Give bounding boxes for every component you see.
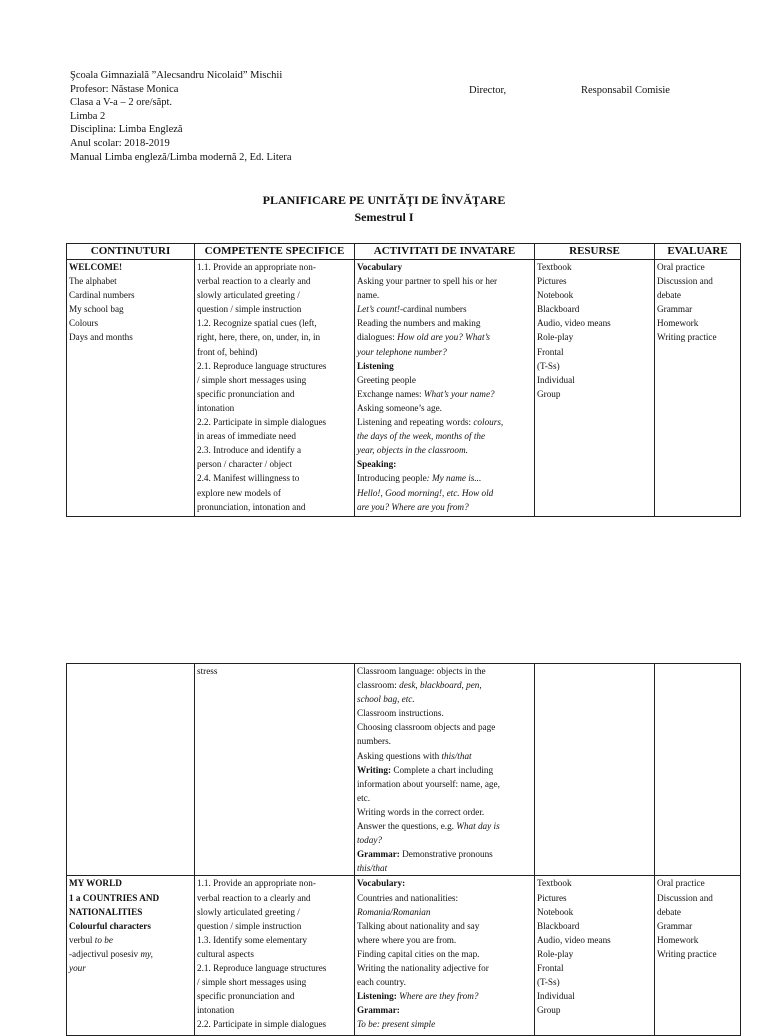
activity-line: Introducing people: My name is... bbox=[357, 473, 482, 484]
section-heading: Grammar: bbox=[357, 1005, 400, 1016]
cell-continuturi bbox=[67, 664, 195, 876]
table-row bbox=[67, 876, 741, 1036]
table-row bbox=[67, 664, 741, 876]
school-year: Anul scolar: 2018-2019 bbox=[70, 137, 170, 149]
textbook: Manual Limba engleză/Limba modernă 2, Ed. Litera bbox=[70, 151, 292, 163]
activity-line: Hello!, Good morning!, etc. How old bbox=[357, 487, 494, 498]
page-title: PLANIFICARE PE UNITĂŢI DE ÎNVĂŢARE bbox=[262, 193, 506, 207]
evaluation-item: Grammar bbox=[657, 920, 693, 931]
competence-line: in areas of immediate need bbox=[197, 431, 296, 442]
resource-item: Pictures bbox=[537, 892, 567, 903]
resource-item: Group bbox=[537, 388, 561, 399]
lesson-title: Colourful characters bbox=[69, 920, 151, 931]
competence-line: verbal reaction to a clearly and bbox=[197, 892, 311, 903]
activity-line: Romania/Romanian bbox=[357, 906, 431, 917]
activity-line: Classroom instructions. bbox=[357, 708, 444, 719]
competence-line: intonation bbox=[197, 1005, 235, 1016]
cell-evaluare bbox=[655, 260, 741, 517]
col-header-evaluare: EVALUARE bbox=[655, 244, 741, 260]
resource-item: Notebook bbox=[537, 906, 574, 917]
content-item: verbul to be bbox=[69, 934, 113, 945]
competence-line: slowly articulated greeting / bbox=[197, 906, 300, 917]
resource-item: Audio, video means bbox=[537, 934, 611, 945]
activity-line: Asking your partner to spell his or her bbox=[357, 276, 498, 287]
activity-line: Finding capital cities on the map. bbox=[357, 948, 480, 959]
evaluation-item: Discussion and bbox=[657, 892, 713, 903]
section-heading: Vocabulary: bbox=[357, 878, 406, 889]
activity-line: Asking someone’s age. bbox=[357, 402, 442, 413]
competence-line: front of, behind) bbox=[197, 346, 258, 357]
activity-line: Let’s count!-cardinal numbers bbox=[357, 304, 467, 315]
competence-line: 1.2. Recognize spatial cues (left, bbox=[197, 318, 317, 329]
competence-line: 1.1. Provide an appropriate non- bbox=[197, 262, 316, 272]
activity-line: year, objects in the classroom. bbox=[357, 445, 468, 456]
unit-title: WELCOME! bbox=[69, 262, 123, 272]
competence-line: verbal reaction to a clearly and bbox=[197, 276, 311, 287]
activity-line: the days of the week, months of the bbox=[357, 431, 486, 442]
activity-line: Listening: Where are they from? bbox=[357, 991, 479, 1002]
competence-line: slowly articulated greeting / bbox=[197, 290, 300, 301]
cell-activitati bbox=[355, 664, 535, 876]
activity-line: today? bbox=[357, 835, 383, 846]
cell-continuturi bbox=[67, 260, 195, 517]
activity-line: Reading the numbers and making bbox=[357, 318, 481, 329]
planning-table-page2 bbox=[66, 663, 741, 1036]
competence-line: / simple short messages using bbox=[197, 977, 307, 988]
content-item: The alphabet bbox=[69, 276, 117, 287]
col-header-activitati: ACTIVITATI DE INVATARE bbox=[355, 244, 535, 260]
competence-line: cultural aspects bbox=[197, 948, 254, 959]
table-header-row bbox=[67, 244, 741, 260]
activity-line: etc. bbox=[357, 792, 371, 803]
evaluation-item: Grammar bbox=[657, 304, 693, 315]
activity-line: Choosing classroom objects and page bbox=[357, 722, 496, 733]
resource-item: Textbook bbox=[537, 878, 572, 889]
resource-item: Frontal bbox=[537, 346, 564, 357]
competence-line: explore new models of bbox=[197, 487, 281, 498]
col-header-resurse: RESURSE bbox=[535, 244, 655, 260]
competence-line: pronunciation, intonation and bbox=[197, 501, 306, 512]
competence-line: right, here, there, on, under, in, in bbox=[197, 332, 321, 343]
activity-line: classroom: desk, blackboard, pen, bbox=[357, 680, 482, 691]
evaluation-item: Writing practice bbox=[657, 332, 717, 343]
activity-line: are you? Where are you from? bbox=[357, 501, 469, 512]
activity-line: this/that bbox=[357, 863, 388, 874]
evaluation-item: Oral practice bbox=[657, 262, 705, 272]
school-header bbox=[70, 69, 292, 164]
activity-line: information about yourself: name, age, bbox=[357, 778, 500, 789]
unit-title: MY WORLD bbox=[69, 878, 122, 889]
content-item: Cardinal numbers bbox=[69, 290, 135, 301]
cell-activitati bbox=[355, 260, 535, 517]
activity-line: school bag, etc. bbox=[357, 694, 415, 705]
activity-line: name. bbox=[357, 290, 380, 301]
resource-item: (T-Ss) bbox=[537, 360, 560, 371]
resource-item: Role-play bbox=[537, 948, 574, 959]
cell-resurse bbox=[535, 260, 655, 517]
competence-line: 2.2. Participate in simple dialogues bbox=[197, 1019, 327, 1030]
competence-line: specific pronunciation and bbox=[197, 991, 295, 1002]
resource-item: Blackboard bbox=[537, 304, 580, 315]
resource-item: (T-Ss) bbox=[537, 977, 560, 988]
resource-item: Audio, video means bbox=[537, 318, 611, 329]
cell-competente bbox=[195, 876, 355, 1036]
section-heading: Vocabulary bbox=[357, 262, 403, 272]
class-info: Clasa a V-a – 2 ore/săpt. bbox=[70, 97, 173, 109]
col-header-continuturi: CONTINUTURI bbox=[67, 244, 195, 260]
planning-table-page1 bbox=[66, 243, 741, 517]
evaluation-item: Oral practice bbox=[657, 878, 705, 889]
subject: Disciplina: Limba Engleză bbox=[70, 124, 183, 136]
activity-line: Writing words in the correct order. bbox=[357, 806, 485, 817]
evaluation-item: Discussion and bbox=[657, 276, 713, 287]
competence-line: question / simple instruction bbox=[197, 304, 302, 315]
section-heading: Speaking: bbox=[357, 459, 397, 470]
competence-line: 2.3. Introduce and identify a bbox=[197, 445, 302, 456]
competence-line: 1.1. Provide an appropriate non- bbox=[197, 878, 316, 889]
teacher-name: Profesor: Năstase Monica bbox=[70, 83, 179, 95]
competence-line: 2.1. Reproduce language structures bbox=[197, 962, 327, 973]
language-level: Limba 2 bbox=[70, 110, 106, 122]
activity-line: To be: present simple bbox=[357, 1019, 436, 1030]
resource-item: Individual bbox=[537, 374, 575, 385]
competence-line: 1.3. Identify some elementary bbox=[197, 934, 307, 945]
cell-evaluare bbox=[655, 664, 741, 876]
resource-item: Group bbox=[537, 1005, 561, 1016]
resource-item: Notebook bbox=[537, 290, 574, 301]
evaluation-item: Homework bbox=[657, 318, 699, 329]
resource-item: Role-play bbox=[537, 332, 574, 343]
resource-item: Individual bbox=[537, 991, 575, 1002]
content-item: Colours bbox=[69, 318, 99, 329]
cell-continuturi bbox=[67, 876, 195, 1036]
activity-line: your telephone number? bbox=[357, 346, 447, 357]
section-heading: Listening bbox=[357, 360, 394, 371]
activity-line: Countries and nationalities: bbox=[357, 892, 459, 903]
competence-line: specific pronunciation and bbox=[197, 388, 295, 399]
competence-line: intonation bbox=[197, 402, 235, 413]
cell-activitati bbox=[355, 876, 535, 1036]
activity-line: Writing the nationality adjective for bbox=[357, 962, 489, 973]
evaluation-item: debate bbox=[657, 906, 681, 917]
table-row bbox=[67, 260, 741, 517]
content-item: your bbox=[69, 962, 86, 973]
competence-line: person / character / object bbox=[197, 459, 292, 470]
competence-line: 2.2. Participate in simple dialogues bbox=[197, 417, 327, 428]
cell-resurse bbox=[535, 664, 655, 876]
col-header-competente: COMPETENTE SPECIFICE bbox=[195, 244, 355, 260]
competence-line: 2.4. Manifest willingness to bbox=[197, 473, 300, 484]
evaluation-item: Writing practice bbox=[657, 948, 717, 959]
resource-item: Frontal bbox=[537, 962, 564, 973]
cell-competente bbox=[195, 260, 355, 517]
content-item: Days and months bbox=[69, 332, 133, 343]
activity-line: dialogues: How old are you? What’s bbox=[357, 332, 490, 343]
competence-line: 2.1. Reproduce language structures bbox=[197, 360, 327, 371]
page-subtitle: Semestrul I bbox=[354, 210, 414, 224]
activity-line: Listening and repeating words: colours, bbox=[357, 417, 504, 428]
resource-item: Blackboard bbox=[537, 920, 580, 931]
school-name: Şcoala Gimnazială ”Alecsandru Nicolaid” Mischii bbox=[70, 70, 283, 81]
cell-resurse bbox=[535, 876, 655, 1036]
activity-line: Grammar: Demonstrative pronouns bbox=[357, 849, 493, 860]
content-item: -adjectivul posesiv my, bbox=[69, 948, 153, 959]
cell-evaluare bbox=[655, 876, 741, 1036]
evaluation-item: debate bbox=[657, 290, 681, 301]
competence-line: / simple short messages using bbox=[197, 374, 307, 385]
activity-line: Answer the questions, e.g. What day is bbox=[357, 821, 500, 832]
activity-line: Greeting people bbox=[357, 374, 416, 385]
committee-label: Responsabil Comisie bbox=[581, 85, 670, 96]
activity-line: numbers. bbox=[357, 736, 391, 747]
activity-line: Talking about nationality and say bbox=[357, 920, 480, 931]
activity-line: Asking questions with this/that bbox=[357, 750, 472, 761]
cell-competente bbox=[195, 664, 355, 876]
activity-line: each country. bbox=[357, 977, 406, 988]
unit-subtitle: 1 a COUNTRIES AND bbox=[69, 892, 160, 903]
competence-line: question / simple instruction bbox=[197, 920, 302, 931]
activity-line: Classroom language: objects in the bbox=[357, 666, 486, 676]
content-item: My school bag bbox=[69, 304, 124, 315]
director-label: Director, bbox=[469, 85, 507, 96]
activity-line: Exchange names: What’s your name? bbox=[357, 388, 495, 399]
resource-item: Pictures bbox=[537, 276, 567, 287]
evaluation-item: Homework bbox=[657, 934, 699, 945]
competence-line: stress bbox=[197, 666, 218, 676]
activity-line: where where you are from. bbox=[357, 934, 457, 945]
activity-line: Writing: Complete a chart including bbox=[357, 764, 494, 775]
unit-subtitle: NATIONALITIES bbox=[69, 906, 143, 917]
resource-item: Textbook bbox=[537, 262, 572, 272]
